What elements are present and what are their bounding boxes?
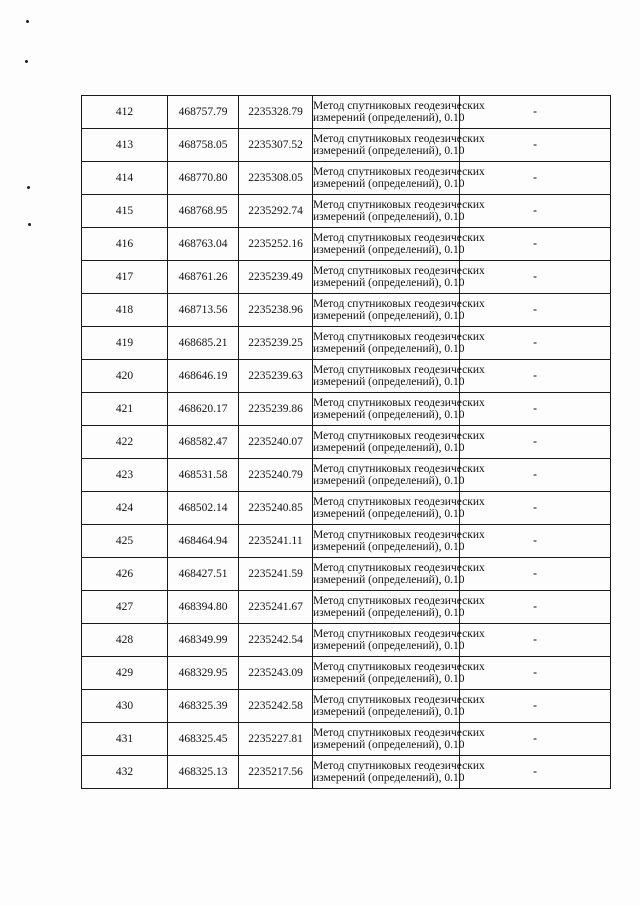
- y-coordinate-cell: 2235217.56: [239, 756, 313, 789]
- x-coordinate-cell: 468325.39: [168, 690, 239, 723]
- table-row: [82, 525, 611, 558]
- x-coordinate-cell: 468770.80: [168, 162, 239, 195]
- method-text-line2: измерений (определений), 0.10: [313, 409, 465, 421]
- point-number-cell: 426: [82, 558, 168, 591]
- method-text-line2: измерений (определений), 0.10: [313, 508, 465, 520]
- y-coordinate-cell: 2235240.85: [239, 492, 313, 525]
- description-cell: -: [460, 624, 611, 657]
- x-coordinate-cell: 468325.13: [168, 756, 239, 789]
- x-coordinate-cell: 468620.17: [168, 393, 239, 426]
- x-coordinate-cell: 468394.80: [168, 591, 239, 624]
- x-coordinate-cell: 468531.58: [168, 459, 239, 492]
- table-row: [82, 756, 611, 789]
- x-coordinate-cell: 468464.94: [168, 525, 239, 558]
- table-row: [82, 360, 611, 393]
- point-number-cell: 421: [82, 393, 168, 426]
- y-coordinate-cell: 2235308.05: [239, 162, 313, 195]
- method-text-line1: Метод спутниковых геодезических: [313, 694, 485, 706]
- point-number-cell: 420: [82, 360, 168, 393]
- method-cell: [313, 360, 485, 393]
- table-row: [82, 393, 611, 426]
- y-coordinate-cell: 2235239.86: [239, 393, 313, 426]
- method-cell: [313, 129, 485, 162]
- table-row: [82, 426, 611, 459]
- table-row: [82, 129, 611, 162]
- description-cell: -: [460, 393, 611, 426]
- description-cell: -: [460, 756, 611, 789]
- method-text-line1: Метод спутниковых геодезических: [313, 661, 485, 673]
- table-row: [82, 624, 611, 657]
- method-cell: [313, 426, 485, 459]
- method-cell: [313, 261, 485, 294]
- point-number-cell: 417: [82, 261, 168, 294]
- point-number-cell: 414: [82, 162, 168, 195]
- table-row: [82, 228, 611, 261]
- table-row: [82, 261, 611, 294]
- method-text-line1: Метод спутниковых геодезических: [313, 298, 485, 310]
- table-row: [82, 492, 611, 525]
- coordinates-table: [81, 95, 611, 789]
- method-text-line1: Метод спутниковых геодезических: [313, 397, 485, 409]
- description-cell: -: [460, 327, 611, 360]
- method-text-line2: измерений (определений), 0.10: [313, 376, 465, 388]
- y-coordinate-cell: 2235239.25: [239, 327, 313, 360]
- x-coordinate-cell: 468325.45: [168, 723, 239, 756]
- point-number-cell: 431: [82, 723, 168, 756]
- point-number-cell: 428: [82, 624, 168, 657]
- y-coordinate-cell: 2235241.59: [239, 558, 313, 591]
- y-coordinate-cell: 2235328.79: [239, 96, 313, 129]
- table-row: [82, 294, 611, 327]
- point-number-cell: 424: [82, 492, 168, 525]
- description-cell: -: [460, 492, 611, 525]
- point-number-cell: 416: [82, 228, 168, 261]
- method-text-line1: Метод спутниковых геодезических: [313, 760, 485, 772]
- method-text-line2: измерений (определений), 0.10: [313, 211, 465, 223]
- table-row: [82, 723, 611, 756]
- point-number-cell: 425: [82, 525, 168, 558]
- x-coordinate-cell: 468763.04: [168, 228, 239, 261]
- description-cell: -: [460, 129, 611, 162]
- point-number-cell: 427: [82, 591, 168, 624]
- y-coordinate-cell: 2235227.81: [239, 723, 313, 756]
- point-number-cell: 418: [82, 294, 168, 327]
- point-number-cell: 432: [82, 756, 168, 789]
- method-text-line2: измерений (определений), 0.10: [313, 310, 465, 322]
- description-cell: -: [460, 228, 611, 261]
- point-number-cell: 415: [82, 195, 168, 228]
- method-text-line1: Метод спутниковых геодезических: [313, 199, 485, 211]
- point-number-cell: 430: [82, 690, 168, 723]
- description-cell: -: [460, 195, 611, 228]
- x-coordinate-cell: 468757.79: [168, 96, 239, 129]
- y-coordinate-cell: 2235239.63: [239, 360, 313, 393]
- method-cell: [313, 294, 485, 327]
- method-text-line2: измерений (определений), 0.10: [313, 607, 465, 619]
- method-cell: [313, 657, 485, 690]
- method-cell: [313, 327, 485, 360]
- method-cell: [313, 591, 485, 624]
- y-coordinate-cell: 2235241.11: [239, 525, 313, 558]
- scan-speck: [25, 60, 28, 63]
- method-text-line1: Метод спутниковых геодезических: [313, 331, 485, 343]
- y-coordinate-cell: 2235240.79: [239, 459, 313, 492]
- x-coordinate-cell: 468582.47: [168, 426, 239, 459]
- y-coordinate-cell: 2235241.67: [239, 591, 313, 624]
- method-text-line1: Метод спутниковых геодезических: [313, 232, 485, 244]
- method-cell: [313, 228, 485, 261]
- scan-speck: [26, 20, 29, 23]
- point-number-cell: 422: [82, 426, 168, 459]
- method-text-line2: измерений (определений), 0.10: [313, 244, 465, 256]
- scan-speck: [28, 223, 31, 226]
- method-text-line1: Метод спутниковых геодезических: [313, 463, 485, 475]
- y-coordinate-cell: 2235238.96: [239, 294, 313, 327]
- table-row: [82, 591, 611, 624]
- method-text-line2: измерений (определений), 0.10: [313, 772, 465, 784]
- scan-speck: [27, 186, 30, 189]
- method-text-line2: измерений (определений), 0.10: [313, 112, 465, 124]
- description-cell: -: [460, 261, 611, 294]
- y-coordinate-cell: 2235242.58: [239, 690, 313, 723]
- method-text-line2: измерений (определений), 0.10: [313, 145, 465, 157]
- coordinates-table-body: [82, 96, 611, 789]
- y-coordinate-cell: 2235243.09: [239, 657, 313, 690]
- table-row: [82, 96, 611, 129]
- method-text-line1: Метод спутниковых геодезических: [313, 727, 485, 739]
- method-cell: [313, 558, 485, 591]
- x-coordinate-cell: 468349.99: [168, 624, 239, 657]
- method-text-line1: Метод спутниковых геодезических: [313, 496, 485, 508]
- method-text-line2: измерений (определений), 0.10: [313, 541, 465, 553]
- method-text-line1: Метод спутниковых геодезических: [313, 265, 485, 277]
- table-row: [82, 327, 611, 360]
- method-cell: [313, 459, 485, 492]
- x-coordinate-cell: 468427.51: [168, 558, 239, 591]
- x-coordinate-cell: 468758.05: [168, 129, 239, 162]
- method-text-line1: Метод спутниковых геодезических: [313, 100, 485, 112]
- method-text-line2: измерений (определений), 0.10: [313, 343, 465, 355]
- description-cell: -: [460, 525, 611, 558]
- method-text-line2: измерений (определений), 0.10: [313, 673, 465, 685]
- method-text-line2: измерений (определений), 0.10: [313, 574, 465, 586]
- description-cell: -: [460, 657, 611, 690]
- table-row: [82, 195, 611, 228]
- y-coordinate-cell: 2235242.54: [239, 624, 313, 657]
- y-coordinate-cell: 2235307.52: [239, 129, 313, 162]
- method-text-line1: Метод спутниковых геодезических: [313, 562, 485, 574]
- table-row: [82, 690, 611, 723]
- x-coordinate-cell: 468768.95: [168, 195, 239, 228]
- method-text-line1: Метод спутниковых геодезических: [313, 133, 485, 145]
- method-text-line2: измерений (определений), 0.10: [313, 475, 465, 487]
- method-cell: [313, 525, 485, 558]
- method-text-line2: измерений (определений), 0.10: [313, 640, 465, 652]
- description-cell: -: [460, 294, 611, 327]
- point-number-cell: 429: [82, 657, 168, 690]
- point-number-cell: 413: [82, 129, 168, 162]
- method-text-line1: Метод спутниковых геодезических: [313, 529, 485, 541]
- y-coordinate-cell: 2235292.74: [239, 195, 313, 228]
- description-cell: -: [460, 96, 611, 129]
- table-row: [82, 558, 611, 591]
- method-text-line1: Метод спутниковых геодезических: [313, 595, 485, 607]
- y-coordinate-cell: 2235240.07: [239, 426, 313, 459]
- description-cell: -: [460, 723, 611, 756]
- table-row: [82, 459, 611, 492]
- method-cell: [313, 492, 485, 525]
- method-text-line1: Метод спутниковых геодезических: [313, 430, 485, 442]
- point-number-cell: 423: [82, 459, 168, 492]
- method-cell: [313, 162, 485, 195]
- x-coordinate-cell: 468685.21: [168, 327, 239, 360]
- description-cell: -: [460, 162, 611, 195]
- point-number-cell: 419: [82, 327, 168, 360]
- x-coordinate-cell: 468713.56: [168, 294, 239, 327]
- description-cell: -: [460, 690, 611, 723]
- y-coordinate-cell: 2235252.16: [239, 228, 313, 261]
- method-text-line1: Метод спутниковых геодезических: [313, 628, 485, 640]
- method-cell: [313, 195, 485, 228]
- method-cell: [313, 690, 485, 723]
- method-text-line2: измерений (определений), 0.10: [313, 277, 465, 289]
- x-coordinate-cell: 468646.19: [168, 360, 239, 393]
- method-cell: [313, 624, 485, 657]
- description-cell: -: [460, 426, 611, 459]
- method-text-line2: измерений (определений), 0.10: [313, 442, 465, 454]
- description-cell: -: [460, 558, 611, 591]
- method-text-line1: Метод спутниковых геодезических: [313, 364, 485, 376]
- description-cell: -: [460, 591, 611, 624]
- method-text-line2: измерений (определений), 0.10: [313, 739, 465, 751]
- table-row: [82, 657, 611, 690]
- x-coordinate-cell: 468761.26: [168, 261, 239, 294]
- point-number-cell: 412: [82, 96, 168, 129]
- method-text-line2: измерений (определений), 0.10: [313, 706, 465, 718]
- method-text-line1: Метод спутниковых геодезических: [313, 166, 485, 178]
- method-cell: [313, 723, 485, 756]
- method-cell: [313, 756, 485, 789]
- table-row: [82, 162, 611, 195]
- description-cell: -: [460, 360, 611, 393]
- method-cell: [313, 393, 485, 426]
- method-cell: [313, 96, 485, 129]
- x-coordinate-cell: 468329.95: [168, 657, 239, 690]
- description-cell: -: [460, 459, 611, 492]
- y-coordinate-cell: 2235239.49: [239, 261, 313, 294]
- method-text-line2: измерений (определений), 0.10: [313, 178, 465, 190]
- x-coordinate-cell: 468502.14: [168, 492, 239, 525]
